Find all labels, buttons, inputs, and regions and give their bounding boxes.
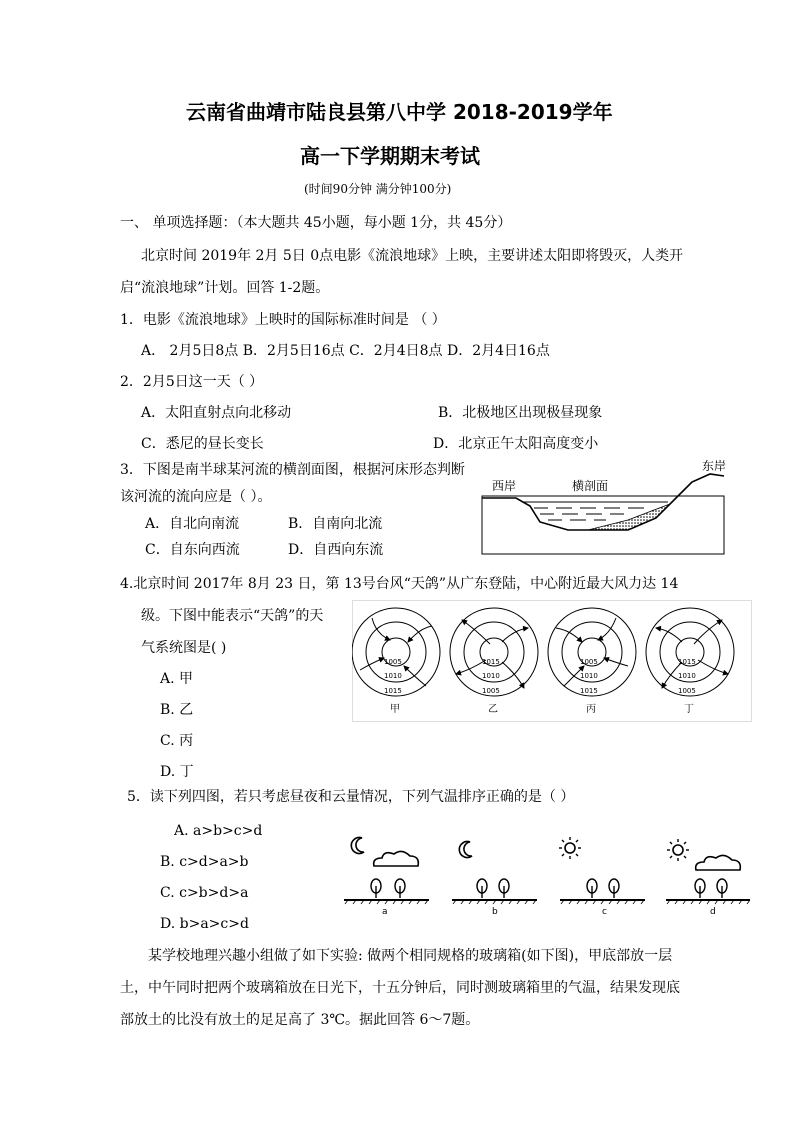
- q4-stem-1: 4.北京时间 2017年 8月 23 日，第 13号台风“天鸽”从广东登陆，中心附近最大风力达 14: [120, 576, 679, 592]
- intro-line-2: 启“流浪地球”计划。回答 1-2题。: [120, 280, 330, 296]
- q4-option-b: B. 乙: [160, 702, 194, 718]
- svg-text:1005: 1005: [384, 658, 402, 666]
- experiment-line-1: 某学校地理兴趣小组做了如下实验: 做两个相同规格的玻璃箱(如下图)，甲底部放一层: [148, 948, 673, 964]
- panel-c: [559, 837, 645, 917]
- label-ding: 丁: [684, 704, 694, 715]
- east-bank-label: 东岸: [702, 459, 727, 473]
- tree-icon: [717, 879, 727, 898]
- q2-stem: 2．2月5日这一天（ ）: [120, 374, 264, 390]
- label-yi: 乙: [488, 704, 498, 715]
- moon-icon: [351, 838, 364, 854]
- panel-a-label: a: [382, 907, 388, 917]
- figure-frame: [482, 496, 724, 554]
- diagram-jia: [352, 608, 440, 715]
- svg-text:1010: 1010: [482, 672, 500, 680]
- west-bank-label: 西岸: [492, 479, 517, 493]
- sun-icon: [667, 839, 689, 861]
- q4-stem-2: 级。下图中能表示“天鸽”的天: [141, 608, 324, 624]
- svg-text:1010: 1010: [678, 672, 696, 680]
- q5-option-d: D. b>a>c>d: [160, 916, 249, 932]
- panel-d-label: d: [710, 907, 716, 917]
- svg-text:1015: 1015: [678, 658, 696, 666]
- section-heading: 一、 单项选择题：（本大题共 45小题，每小题 1分，共 45分）: [120, 215, 512, 231]
- tree-icon: [477, 879, 487, 898]
- water-lines: [534, 508, 644, 520]
- q2-option-b: B．北极地区出现极昼现象: [438, 405, 603, 421]
- diagram-yi: [450, 608, 538, 715]
- svg-text:1010: 1010: [384, 672, 402, 680]
- svg-text:1010: 1010: [580, 672, 598, 680]
- q5-stem: 5．读下列四图，若只考虑昼夜和云量情况，下列气温排序正确的是（ ）: [127, 789, 575, 805]
- panel-b: [452, 842, 537, 917]
- cloud-icon: [696, 855, 741, 870]
- label-bing: 丙: [586, 704, 596, 715]
- tree-icon: [587, 879, 597, 898]
- q3-stem-2: 该河流的流向应是（ ）。: [120, 489, 272, 505]
- q5-option-c: C. c>b>d>a: [160, 885, 249, 901]
- tree-icon: [371, 879, 381, 898]
- panel-b-label: b: [492, 907, 498, 917]
- q4-option-d: D. 丁: [160, 764, 194, 780]
- svg-text:1005: 1005: [678, 687, 696, 695]
- experiment-line-3: 部放土的比没有放土的足足高了 3℃。据此回答 6～7题。: [120, 1012, 480, 1028]
- q3-stem-1: 3．下图是南半球某河流的横剖面图，根据河床形态判断: [120, 462, 465, 478]
- svg-text:1015: 1015: [580, 687, 598, 695]
- panel-d: [666, 839, 750, 917]
- svg-text:1015: 1015: [482, 658, 500, 666]
- q2-option-d: D．北京正午太阳高度变小: [433, 436, 599, 452]
- weather-system-figure: [352, 600, 752, 722]
- q3-option-d: D．自西向东流: [288, 542, 384, 558]
- q3-option-c: C．自东向西流: [145, 542, 240, 558]
- svg-text:1005: 1005: [580, 658, 598, 666]
- tree-icon: [499, 879, 509, 898]
- q1-options: A． 2月5日8点 B．2月5日16点 C．2月4日8点 D．2月4日16点: [141, 343, 550, 359]
- q5-option-b: B. c>d>a>b: [160, 854, 249, 870]
- moon-icon: [459, 842, 472, 858]
- q2-option-a: A．太阳直射点向北移动: [141, 405, 292, 421]
- section-label: 横剖面: [572, 479, 609, 493]
- q3-option-b: B．自南向北流: [288, 516, 383, 532]
- q4-option-c: C. 丙: [160, 733, 194, 749]
- exam-subtitle: 高一下学期期末考试: [300, 144, 480, 168]
- label-jia: 甲: [390, 704, 400, 715]
- q4-option-a: A. 甲: [160, 671, 194, 687]
- q4-stem-3: 气系统图是( ): [141, 640, 227, 656]
- sun-icon: [559, 837, 581, 859]
- tree-icon: [609, 879, 619, 898]
- q3-option-a: A．自北向南流: [145, 516, 240, 532]
- tree-icon: [395, 879, 405, 898]
- q1-stem: 1．电影《流浪地球》上映时的国际标准时间是 （ ）: [120, 312, 446, 328]
- svg-text:1005: 1005: [482, 687, 500, 695]
- time-note: (时间90分钟 满分钟100分): [304, 182, 452, 196]
- experiment-line-2: 土，中午同时把两个玻璃箱放在日光下，十五分钟后，同时测玻璃箱里的气温，结果发现底: [120, 980, 680, 996]
- diagram-bing: [548, 608, 636, 715]
- q2-option-c: C．悉尼的昼长变长: [141, 436, 264, 452]
- panel-a: [344, 838, 429, 917]
- tree-icon: [695, 879, 705, 898]
- q5-option-a: A. a>b>c>d: [174, 823, 263, 839]
- svg-text:1015: 1015: [384, 687, 402, 695]
- exam-title: 云南省曲靖市陆良县第八中学 2018-2019学年: [186, 100, 613, 124]
- intro-line-1: 北京时间 2019年 2月 5日 0点电影《流浪地球》上映，主要讲述太阳即将毁灭，人类开: [141, 248, 684, 264]
- day-night-cloud-figure: [336, 826, 750, 918]
- cloud-icon: [374, 851, 419, 866]
- panel-c-label: c: [602, 907, 607, 917]
- diagram-ding: [646, 608, 734, 715]
- river-cross-section-figure: [478, 456, 728, 558]
